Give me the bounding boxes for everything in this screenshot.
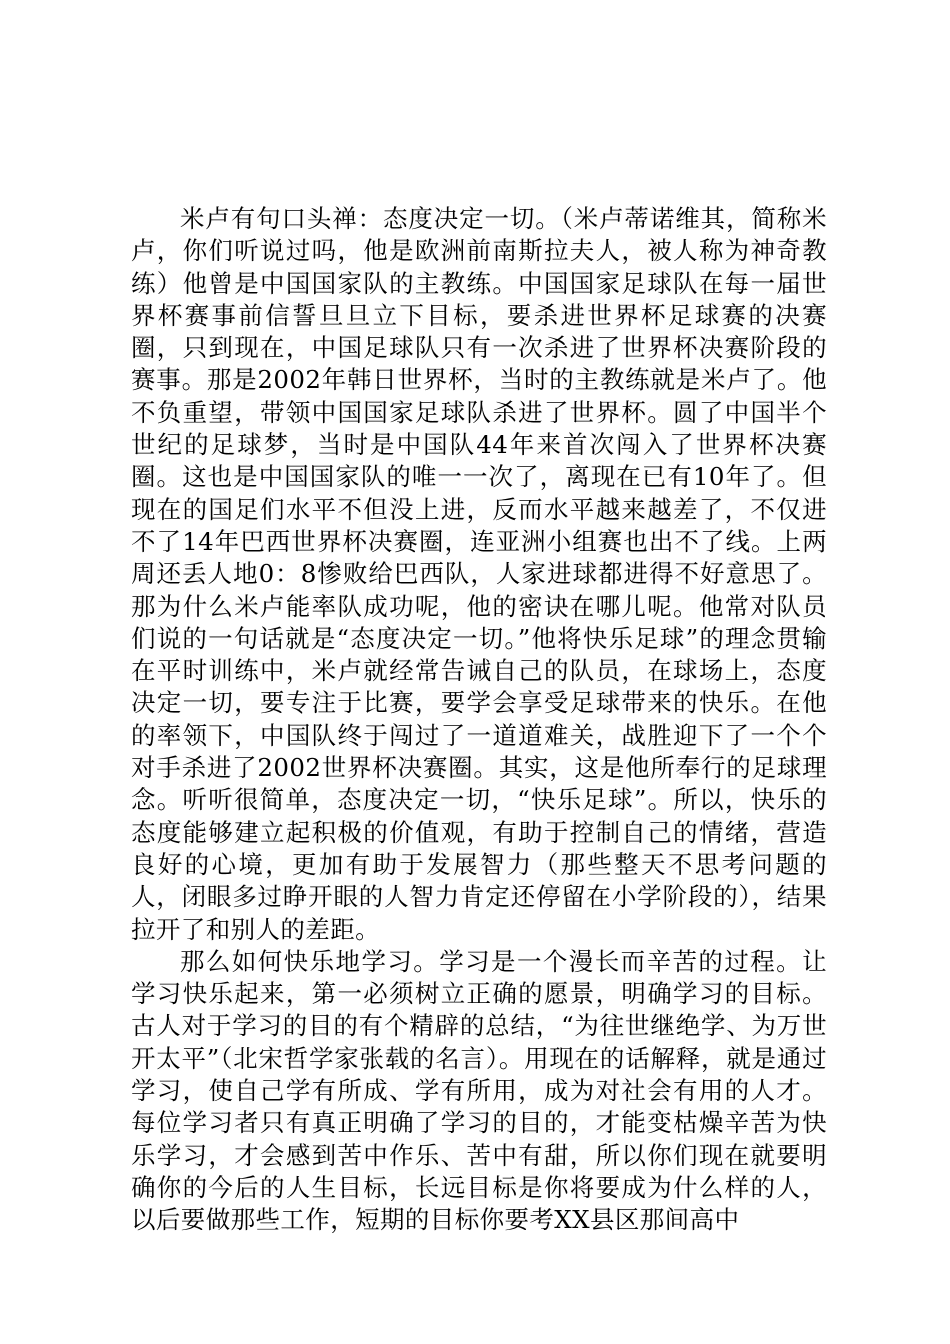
paragraph-milu-attitude: 米卢有句口头禅：态度决定一切。（米卢蒂诺维其，简称米卢，你们听说过吗，他是欧洲前南斯拉夫人，被人称为神奇教练）他曾是中国国家队的主教练。中国国家足球队在每一届世界杯赛事前信誓旦旦立下目标，要杀进世界杯足球赛的决赛圈，只到现在，中国足球队只有一次杀进了世界杯决赛阶段的赛事。那是2002年韩日世界杯，当时的主教练就是米卢了。他不负重望，带领中国国家足球队杀进了世界杯。圆了中国半个世纪的足球梦，当时是中国队44年来首次闯入了世界杯决赛圈。这也是中国国家队的唯一一次了，离现在已有10年了。但现在的国足们水平不但没上进，反而水平越来越差了，不仅进不了14年巴西世界杯决赛圈，连亚洲小组赛也出不了线。上两周还丢人地0：8惨败给巴西队，人家进球都进得不好意思了。那为什么米卢能率队成功呢，他的密诀在哪儿呢。他常对队员们说的一句话就是“态度决定一切。”他将快乐足球”的理念贯输在平时训练中，米卢就经常告诫自己的队员，在球场上，态度决定一切，要专注于比赛，要学会享受足球带来的快乐。在他的率领下，中国队终于闯过了一道道难关，战胜迎下了一个个对手杀进了2002世界杯决赛圈。其实，这是他所奉行的足球理念。听听很简单，态度决定一切，“快乐足球”。所以，快乐的态度能够建立起积极的价值观，有助于控制自己的情绪，营造良好的心境，更加有助于发展智力（那些整天不思考问题的人，闭眼多过睁开眼的人智力肯定还停留在小学阶段的），结果拉开了和别人的差距。 (131, 204, 827, 944)
paragraph-happy-learning: 那么如何快乐地学习。学习是一个漫长而辛苦的过程。让学习快乐起来，第一必须树立正确的愿景，明确学习的目标。古人对于学习的目的有个精辟的总结，“为往世继绝学、为万世开太平”（北宋哲学家张载的名言）。用现在的话解释，就是通过学习，使自己学有所成、学有所用，成为对社会有用的人才。每位学习者只有真正明确了学习的目的，才能变枯燥辛苦为快乐学习，才会感到苦中作乐、苦中有甜，所以你们现在就要明确你的今后的人生目标，长远目标是你将要成为什么样的人，以后要做那些工作，短期的目标你要考XX县区那间高中 (131, 946, 827, 1235)
document-body (131, 203, 827, 1237)
